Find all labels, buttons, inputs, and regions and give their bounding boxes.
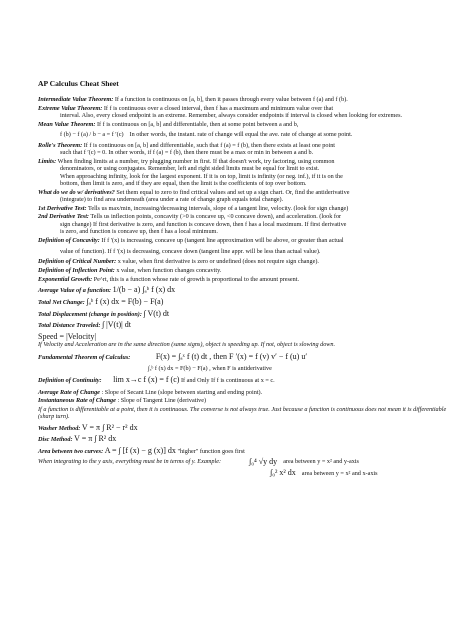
washer-formula: V = π ∫ R² − r² dx	[81, 422, 138, 432]
ivt-label: Intermediate Value Theorem:	[38, 96, 114, 104]
mvt-label: Mean Value Theorem:	[38, 121, 96, 128]
mvt-formula: f (b) − f (a) / b − a = f ′(c)	[60, 131, 124, 139]
first-deriv-label: 1st Derivative Test:	[38, 204, 87, 212]
growth-label: Exponential Growth:	[38, 275, 93, 283]
growth-text: Pe^rt, this is a function whose rate of growth is proportional to the amount present.	[93, 275, 300, 283]
differentiability-note: If a function is differentiable at a point, then it is continuous. The converse is not always true. Just because a function is continuous does not mean it is differentiable (sharp turn).	[38, 406, 447, 421]
limits-cont-2: When approaching infinity, look for the largest exponent. If it is on top, limit is infinity (or neg. inf.), if it is on the	[60, 172, 343, 180]
sheet-title: AP Calculus Cheat Sheet	[38, 79, 119, 88]
continuity-section	[38, 376, 456, 384]
disc-label: Disc Method:	[38, 436, 73, 444]
area-note: "higher" function goes first	[177, 447, 245, 455]
second-deriv-text: Tells us inflection points, concavity (>0 is concave up, <0 concave down), and acceleration. (look for	[90, 213, 342, 221]
net-change-formula: ∫ₐᵇ f (x) dx = F(b) − F(a)	[86, 297, 164, 307]
derivs-label: What do we do w/ derivatives?	[38, 188, 115, 196]
critical-section	[38, 258, 456, 265]
derivs-section	[38, 189, 456, 204]
vel-acc-note: If Velocity and Acceleration are in the same direction (same signs), object is speeding up. If not, object is slowing down.	[38, 341, 336, 349]
evt-text: If f is continuous over a closed interval, then f has a maximum and minimum value over that	[103, 105, 334, 112]
distance-label: Total Distance Traveled:	[38, 322, 101, 330]
inflection-section	[38, 267, 456, 274]
derivs-cont: (integrate) to find area underneath (area under a rate of change graph equals total change).	[60, 196, 284, 204]
y-axis-ex2-text: area between y = x² and x-axis	[301, 469, 378, 477]
concavity-text: If f ′(x) is increasing, concave up (tangent line approximation will be above, or greater than actual	[101, 236, 344, 244]
rolle-text: If f is continuous on [a, b] and differentiable, such that f (a) = f (b), then there exists at least one point	[83, 141, 336, 149]
ftc-note-2: when F is antiderivative	[212, 365, 272, 373]
limits-section	[38, 158, 456, 188]
ftc-section	[38, 353, 456, 373]
inst-rate-label: Instantaneous Rate of Change	[38, 397, 116, 405]
washer-section	[38, 424, 456, 432]
washer-label: Washer Method:	[38, 424, 81, 432]
critical-text: x value, when first derivative is zero or undefined (does not require sign change).	[117, 258, 319, 266]
y-axis-note: When integrating to the y axis, everything must be in terms of y. Example:	[38, 458, 222, 466]
y-axis-ex2-formula: ∫₀² x² dx	[270, 467, 296, 477]
inflection-text: x value, when function changes concavity.	[116, 267, 222, 275]
cheat-sheet	[38, 80, 456, 477]
second-deriv-section	[38, 213, 456, 235]
second-deriv-cont-2: is zero, and function is concave up, then f has a local minimum.	[60, 228, 218, 236]
inst-rate-text: : Slope of Tangent Line (derivative)	[117, 397, 207, 405]
limits-text: When finding limits at a number, try plugging number in first. If that doesn't work, try factoring, using common	[57, 157, 335, 165]
ftc-label: Fundamental Theorem of Calculus:	[38, 353, 131, 361]
inflection-label: Definition of Inflection Point:	[38, 267, 115, 275]
rolle-label: Rolle's Theorem:	[38, 141, 83, 149]
area-formula: A = ∫ [f (x) − g (x)] dx	[104, 445, 176, 455]
distance-formula: ∫ |V(t)| dt	[101, 320, 131, 330]
disc-formula: V = π ∫ R² dx	[74, 434, 117, 444]
derivs-text: Set them equal to zero to find critical values and set up a sign chart. Or, find the antiderivative	[116, 188, 350, 196]
ftc-formula-1: F(x) = ∫ₐˣ f (t) dt , then F ′(x) = f (v) v′ − f (u) u′	[155, 351, 308, 361]
displacement-section	[38, 310, 456, 318]
y-axis-ex1-text: area between y = x² and y-axis	[283, 458, 359, 466]
net-change-label: Total Net Change:	[38, 299, 85, 307]
ftc-formula-2: ∫ₐᵇ f (x) dx = F(b) − F(a) ,	[148, 365, 211, 373]
area-label: Area between two curves:	[38, 447, 104, 455]
growth-section	[38, 276, 456, 283]
continuity-text: If and Only If f is continuous at x = c.	[180, 377, 275, 385]
evt-cont: interval. Also, every closed endpoint is an extreme. Remember, always consider endpoints if interval is closed when looking for extremes.	[60, 112, 403, 120]
critical-label: Definition of Critical Number:	[38, 258, 117, 266]
inst-rate-section	[38, 397, 456, 404]
speed-formula: Speed = |Velocity|	[38, 331, 96, 341]
mvt-text: If f is continuous on [a, b] and differentiable, then at some point between a and b,	[96, 121, 299, 128]
limits-label: Limits:	[38, 157, 57, 165]
distance-section	[38, 321, 456, 329]
ivt-text: If a function is continuous on [a, b], then it passes through every value between f (a) and f (b).	[114, 96, 348, 104]
y-axis-ex1-formula: ∫₀⁴ √y dy	[249, 457, 278, 467]
concavity-section	[38, 237, 456, 256]
displacement-formula: ∫ V(t) dt	[143, 308, 170, 318]
avg-value-label: Average Value of a function:	[38, 287, 112, 295]
avg-value-section	[38, 286, 456, 294]
first-deriv-section	[38, 205, 456, 212]
mvt-section	[38, 121, 456, 139]
concavity-label: Definition of Concavity:	[38, 236, 100, 244]
avg-rate-section	[38, 389, 456, 396]
avg-value-formula: 1/(b − a) ∫ₐᵇ f (x) dx	[112, 285, 176, 295]
avg-rate-text: : Slope of Secant Line (slope between starting and ending point).	[101, 388, 263, 396]
rolle-cont: such that f ′(c) = 0. In other words, if f (a) = f (b), then there must be a max or min in between a and b.	[60, 149, 314, 157]
disc-section	[38, 435, 456, 443]
continuity-formula: lim x→c f (x) = f (c)	[113, 375, 180, 385]
continuity-label: Definition of Continuity:	[38, 377, 102, 385]
mvt-note: In other words, the instant. rate of change will equal the ave. rate of change at some point.	[129, 131, 353, 139]
net-change-section	[38, 298, 456, 306]
displacement-label: Total Displacement (change in position):	[38, 310, 142, 318]
evt-section	[38, 105, 456, 120]
rolle-section	[38, 142, 456, 157]
second-deriv-label: 2nd Derivative Test:	[38, 213, 89, 221]
x-axis-example	[38, 469, 456, 477]
limits-cont-1: denominators, or using conjugates. Remember, left and right sided limits must be equal for limit to exist.	[60, 165, 320, 173]
y-axis-example-1	[38, 458, 456, 465]
second-deriv-cont-1: sign change) If first derivative is zero, and function is concave down, then f has a local maximum. If first derivative	[60, 220, 347, 228]
area-section	[38, 447, 456, 455]
limits-cont-3: bottom, then limit is zero, and if they are equal, then the limit is the coefficients of top over bottom.	[60, 180, 307, 188]
concavity-cont: value of function). If f ′(x) is decreasing, concave down (tangent line appr. will be less than actual value).	[60, 248, 321, 256]
evt-label: Extreme Value Theorem:	[38, 105, 103, 112]
first-deriv-text: Tells us max/min, increasing/decreasing intervals, slope of a tangent line, velocity. (look for sign change)	[88, 204, 349, 212]
ivt-section	[38, 96, 456, 103]
avg-rate-label: Average Rate of Change	[38, 388, 100, 396]
